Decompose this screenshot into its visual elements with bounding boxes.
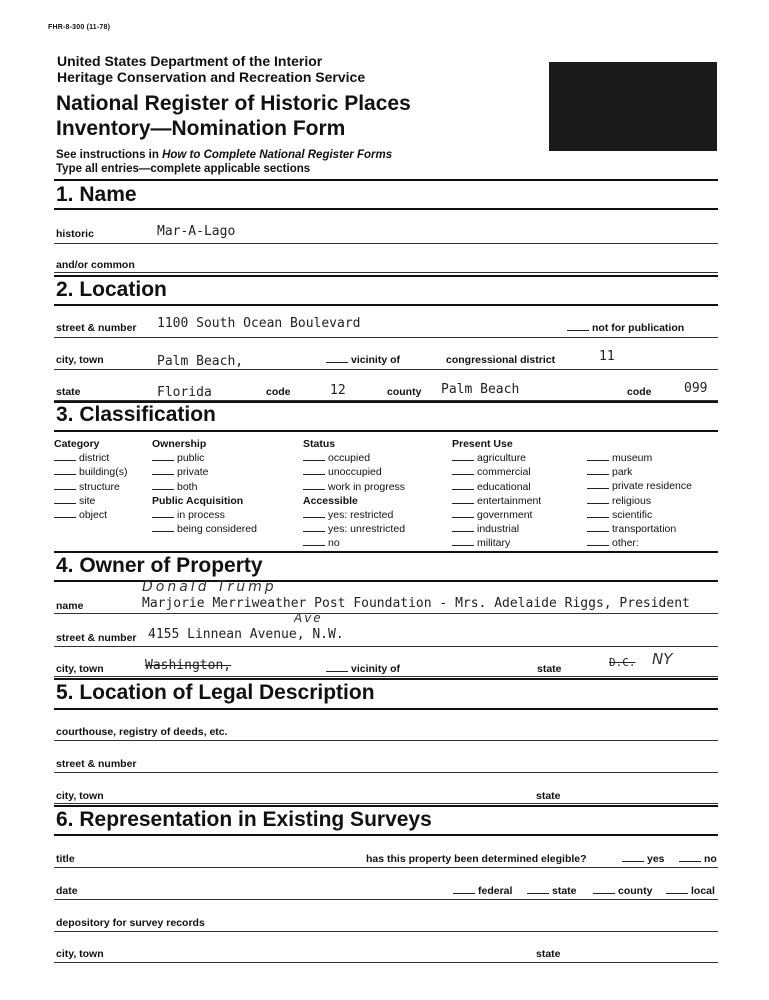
checkbox-option[interactable]: park: [587, 465, 692, 479]
county-field[interactable]: Palm Beach: [441, 382, 520, 397]
owner-name-field[interactable]: Marjorie Merriweather Post Foundation - Mrs. Adelaide Riggs, President: [142, 596, 690, 611]
field-line: [54, 613, 718, 614]
section-heading-surveys: 6. Representation in Existing Surveys: [56, 808, 432, 831]
instructions: See instructions in How to Complete National Register Forms: [56, 149, 393, 161]
checkbox-option[interactable]: no: [303, 536, 405, 550]
congressional-district-field[interactable]: 11: [599, 349, 615, 364]
state-label: state: [56, 386, 81, 398]
state-field[interactable]: Florida: [157, 385, 212, 400]
section-heading-owner: 4. Owner of Property: [56, 554, 263, 577]
checkbox-option[interactable]: entertainment: [452, 494, 541, 508]
eligible-yes-checkbox[interactable]: yes: [622, 853, 665, 865]
checkbox-option[interactable]: private residence: [587, 479, 692, 493]
section-heading-classification: 3. Classification: [56, 403, 216, 426]
category-heading: Category: [54, 438, 100, 450]
checkbox-option[interactable]: yes: restricted: [303, 508, 405, 522]
county-label: county: [387, 386, 422, 398]
section-heading-location: 2. Location: [56, 278, 167, 301]
checkbox-option[interactable]: district: [54, 451, 127, 465]
form-number: FHR-8-300 (11-78): [48, 24, 111, 31]
section-rule: [54, 805, 718, 807]
depository-state-label: state: [536, 948, 561, 960]
historic-label: historic: [56, 228, 94, 240]
handwritten-state-note: NY: [652, 650, 673, 668]
section-rule: [54, 430, 718, 432]
field-line: [54, 337, 718, 338]
owner-state-field[interactable]: D.C.: [609, 656, 636, 669]
state-code-label: code: [266, 386, 291, 398]
depository-label: depository for survey records: [56, 917, 205, 929]
checkbox-option[interactable]: structure: [54, 480, 127, 494]
present-use-column-2: [587, 451, 692, 550]
field-line: [54, 646, 718, 647]
ownership-column: [152, 437, 257, 536]
survey-title-label: title: [56, 853, 75, 865]
city-label: city, town: [56, 354, 104, 366]
checkbox-option[interactable]: object: [54, 508, 127, 522]
redaction-block: [549, 62, 717, 151]
checkbox-option[interactable]: unoccupied: [303, 465, 405, 479]
handwritten-street-note: Ave: [294, 611, 323, 625]
county-checkbox[interactable]: county: [593, 885, 652, 897]
depository-city-label: city, town: [56, 948, 104, 960]
field-line: [54, 899, 718, 900]
courthouse-label: courthouse, registry of deeds, etc.: [56, 726, 228, 738]
checkbox-option[interactable]: museum: [587, 451, 692, 465]
category-column: [54, 437, 127, 522]
section-rule: [54, 708, 718, 710]
checkbox-option[interactable]: military: [452, 536, 541, 550]
field-line: [54, 931, 718, 932]
checkbox-option[interactable]: being considered: [152, 522, 257, 536]
handwritten-owner-note: Donald Trump: [142, 579, 277, 595]
common-name-label: and/or common: [56, 259, 135, 271]
field-line: [54, 272, 718, 273]
section-rule: [54, 678, 718, 680]
ownership-heading: Ownership: [152, 438, 207, 450]
checkbox-option[interactable]: agriculture: [452, 451, 541, 465]
checkbox-option[interactable]: industrial: [452, 522, 541, 536]
not-for-publication-checkbox[interactable]: not for publication: [567, 322, 684, 334]
eligibility-question: has this property been determined elegible?: [366, 853, 587, 865]
section-heading-legal: 5. Location of Legal Description: [56, 681, 375, 704]
section-rule: [54, 179, 718, 181]
survey-date-label: date: [56, 885, 78, 897]
legal-street-label: street & number: [56, 758, 137, 770]
state-checkbox[interactable]: state: [527, 885, 577, 897]
form-subtitle: Inventory—Nomination Form: [56, 117, 346, 140]
legal-city-label: city, town: [56, 790, 104, 802]
checkbox-option[interactable]: private: [152, 465, 257, 479]
owner-state-label: state: [537, 663, 562, 675]
checkbox-option[interactable]: religious: [587, 494, 692, 508]
present-use-heading: Present Use: [452, 438, 513, 450]
state-code-field[interactable]: 12: [330, 383, 346, 398]
section-rule: [54, 275, 718, 277]
owner-street-label: street & number: [56, 632, 137, 644]
legal-state-label: state: [536, 790, 561, 802]
checkbox-option[interactable]: site: [54, 494, 127, 508]
county-code-field[interactable]: 099: [684, 381, 708, 396]
eligible-no-checkbox[interactable]: no: [679, 853, 717, 865]
checkbox-option[interactable]: government: [452, 508, 541, 522]
congressional-district-label: congressional district: [446, 354, 556, 366]
county-code-label: code: [627, 386, 652, 398]
vicinity-checkbox[interactable]: vicinity of: [326, 354, 400, 366]
checkbox-option[interactable]: occupied: [303, 451, 405, 465]
owner-city-field[interactable]: Washington,: [145, 658, 232, 673]
field-line: [54, 867, 718, 868]
status-heading: Status: [303, 438, 336, 450]
field-line: [54, 803, 718, 804]
acquisition-heading: Public Acquisition: [152, 494, 244, 507]
checkbox-option[interactable]: scientific: [587, 508, 692, 522]
local-checkbox[interactable]: local: [666, 885, 715, 897]
historic-field[interactable]: Mar-A-Lago: [157, 224, 236, 239]
section-rule: [54, 551, 718, 553]
field-line: [54, 676, 718, 677]
section-rule: [54, 304, 718, 306]
checkbox-option[interactable]: building(s): [54, 465, 127, 479]
present-use-column: [452, 437, 541, 551]
checkbox-option[interactable]: in process: [152, 508, 257, 522]
status-column: [303, 437, 405, 551]
owner-street-field[interactable]: 4155 Linnean Avenue, N.W.: [148, 627, 344, 642]
section-heading-name: 1. Name: [56, 183, 137, 206]
section-rule: [54, 834, 718, 836]
section-rule: [54, 208, 718, 210]
checkbox-option[interactable]: commercial: [452, 465, 541, 479]
owner-city-label: city, town: [56, 663, 104, 675]
instructions-type: Type all entries—complete applicable sections: [56, 163, 311, 175]
checkbox-option[interactable]: other:: [587, 536, 692, 550]
checkbox-option[interactable]: work in progress: [303, 480, 405, 494]
owner-vicinity-checkbox[interactable]: vicinity of: [326, 663, 400, 675]
field-line: [54, 772, 718, 773]
street-field[interactable]: 1100 South Ocean Boulevard: [157, 316, 361, 331]
field-line: [54, 369, 718, 370]
field-line: [54, 740, 718, 741]
field-line: [54, 962, 718, 963]
city-field[interactable]: Palm Beach,: [157, 354, 244, 369]
checkbox-option[interactable]: transportation: [587, 522, 692, 536]
field-line: [54, 243, 718, 244]
accessible-heading: Accessible: [303, 494, 358, 507]
checkbox-option[interactable]: educational: [452, 480, 541, 494]
checkbox-option[interactable]: public: [152, 451, 257, 465]
federal-checkbox[interactable]: federal: [453, 885, 512, 897]
street-number-label: street & number: [56, 322, 137, 334]
owner-name-label: name: [56, 600, 84, 612]
agency-service: Heritage Conservation and Recreation Service: [57, 69, 366, 85]
checkbox-option[interactable]: both: [152, 480, 257, 494]
agency-name: United States Department of the Interior: [57, 53, 323, 69]
instructions-reference: How to Complete National Register Forms: [162, 149, 393, 161]
checkbox-option[interactable]: yes: unrestricted: [303, 522, 405, 536]
form-title: National Register of Historic Places: [56, 92, 411, 115]
